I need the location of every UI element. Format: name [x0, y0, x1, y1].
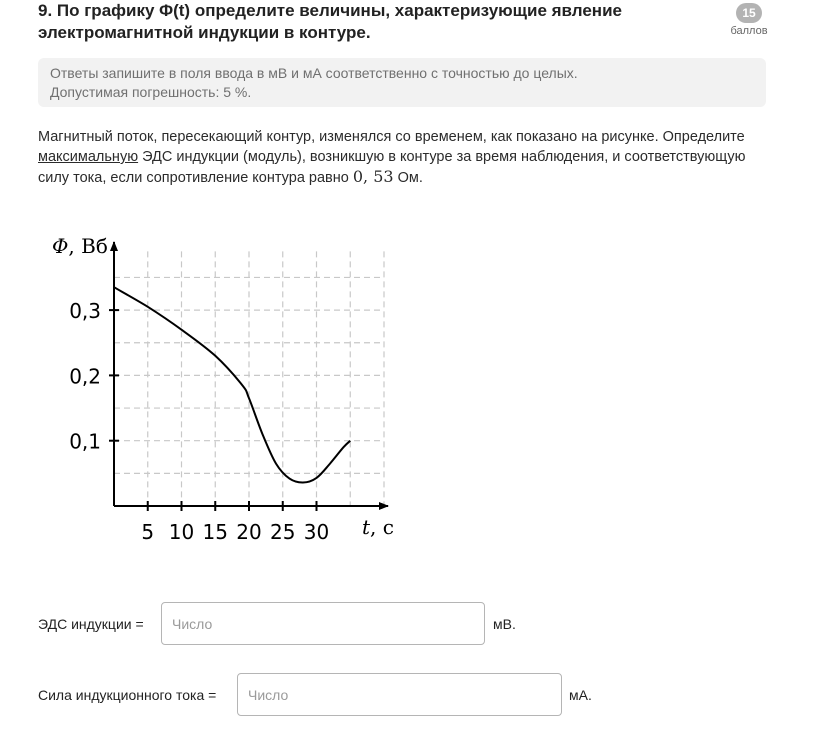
- task-text-part2: ЭДС индукции (модуль), возникшую в контуре за время наблюдения, и соответствующую силу тока, если сопротивление контура равно: [38, 149, 746, 186]
- emf-label: ЭДС индукции =: [38, 616, 144, 632]
- grid: [114, 251, 384, 506]
- hint-line-tolerance: Допустимая погрешность: 5 %.: [50, 84, 252, 100]
- y-tick-label: 0,3: [69, 299, 101, 324]
- points-label: баллов: [730, 25, 768, 37]
- x-tick-label: 15: [202, 520, 228, 544]
- points-badge: 15: [736, 3, 762, 23]
- flux-curve: [114, 287, 350, 482]
- task-text: [38, 127, 778, 188]
- y-axis-unit: , Вб: [68, 234, 108, 258]
- resistance-value: 0, 53: [352, 167, 394, 186]
- current-label: Сила индукционного тока =: [38, 687, 217, 703]
- x-tick-label: 5: [141, 520, 155, 544]
- task-emphasis: максимальную: [38, 149, 139, 165]
- x-tick-label: 20: [236, 520, 262, 544]
- current-unit: мА.: [569, 687, 592, 703]
- hint-line-format: Ответы запишите в поля ввода в мВ и мА соответственно с точностью до целых.: [50, 65, 578, 81]
- task-text-part3: Ом.: [393, 170, 423, 186]
- x-axis-unit: , с: [370, 515, 394, 539]
- emf-unit: мВ.: [493, 616, 516, 632]
- emf-input[interactable]: [161, 602, 485, 645]
- y-axis-label: [52, 234, 108, 258]
- points-indicator: [722, 3, 776, 37]
- x-tick-label: 10: [168, 520, 195, 544]
- x-tick-label: 30: [303, 520, 330, 544]
- current-input[interactable]: [237, 673, 562, 716]
- y-tick-label: 0,2: [69, 364, 101, 389]
- question-title: 9. По графику Φ(t) определите величины, характеризующие явление электромагнитной индукции в контуре.: [38, 1, 622, 42]
- task-text-part1: Магнитный поток, пересекающий контур, изменялся со временем, как показано на рисунке. Определите: [38, 129, 745, 145]
- x-tick-label: 25: [270, 520, 296, 544]
- y-axis-symbol: Φ: [52, 234, 69, 258]
- answer-hint-box: [38, 58, 766, 107]
- y-tick-label: 0,1: [69, 429, 101, 454]
- x-axis-label: [362, 515, 394, 539]
- x-axis-symbol: t: [362, 515, 371, 539]
- flux-graph: [44, 228, 404, 558]
